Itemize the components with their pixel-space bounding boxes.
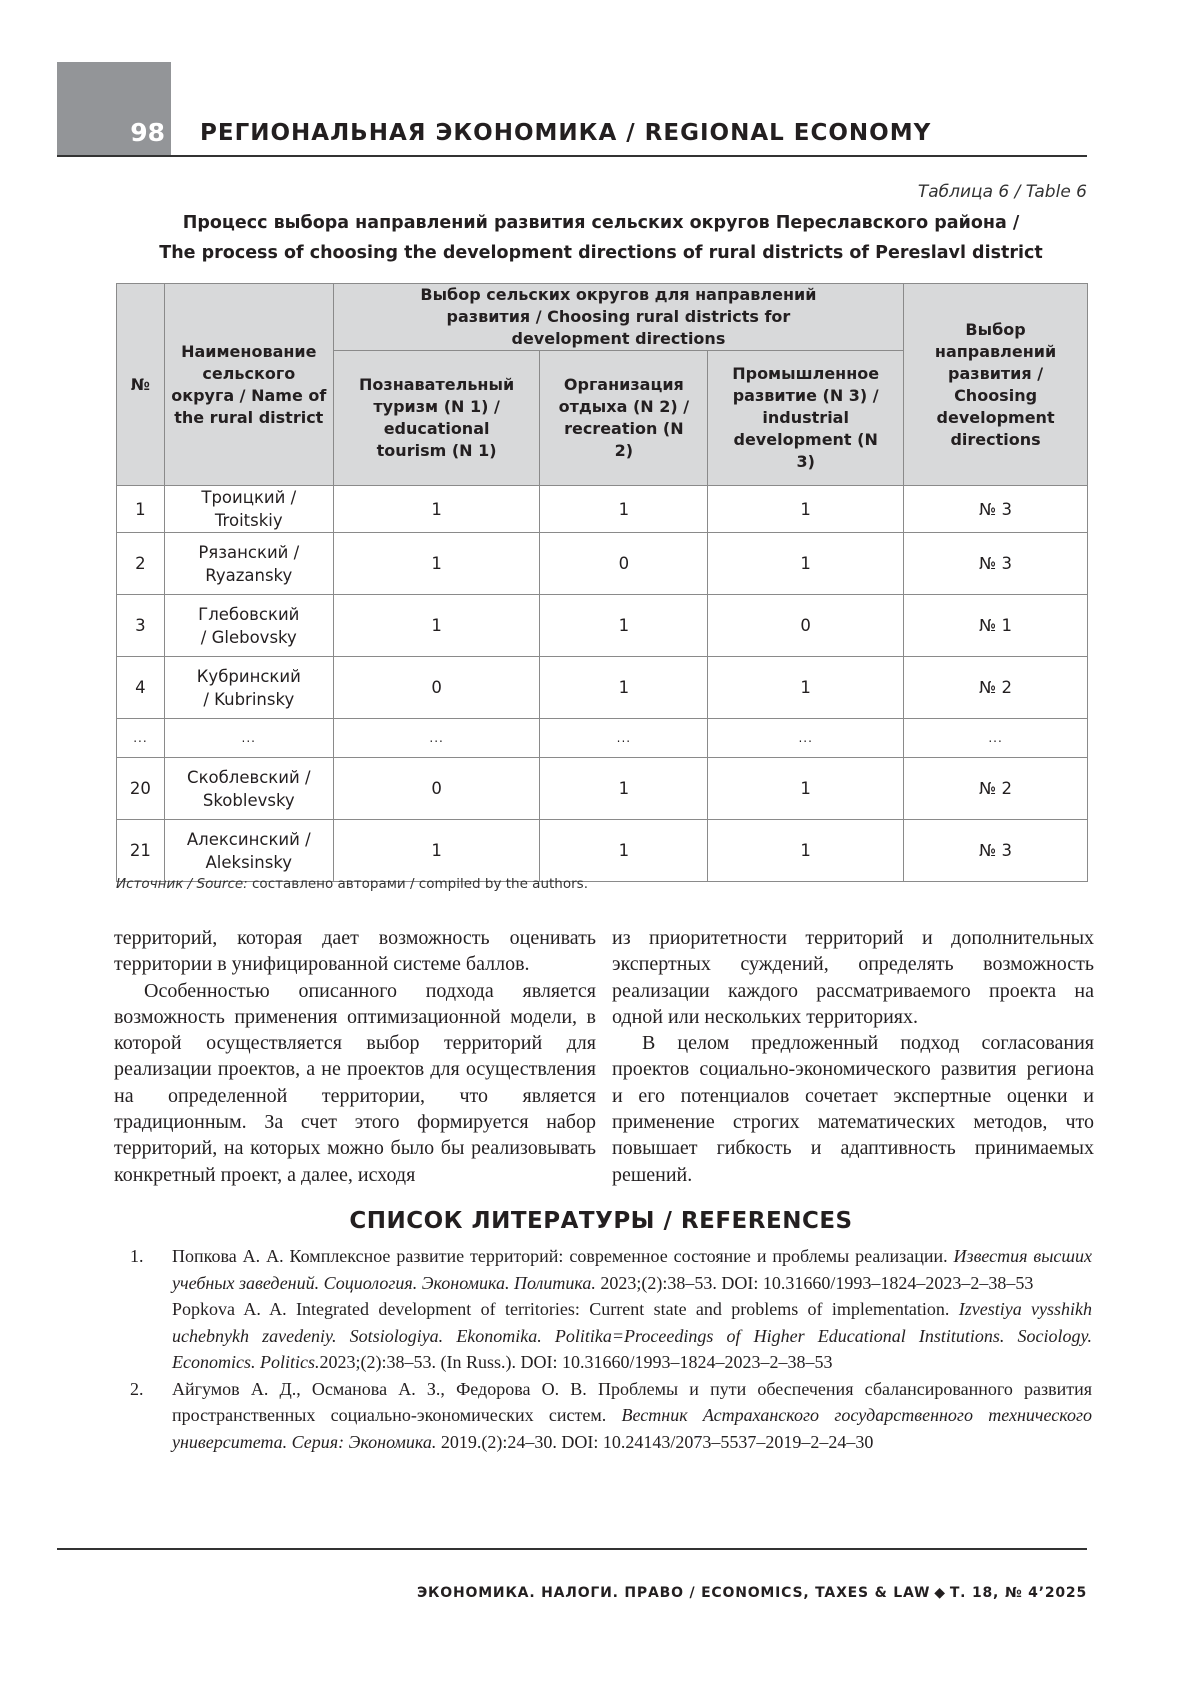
cell-n2: 0: [540, 533, 708, 595]
cell-num: 2: [117, 533, 165, 595]
cell-choice: ...: [904, 719, 1088, 758]
table-row: [117, 533, 1088, 595]
cell-num: ...: [117, 719, 165, 758]
reference-item: [130, 1243, 1092, 1376]
cell-name: Скоблевский / Skoblevsky: [164, 758, 333, 820]
reference-doi: 2023;(2):38–53. (In Russ.). DOI: 10.31660/1993–1824–2023–2–38–53: [319, 1352, 833, 1372]
paragraph: из приоритетности территорий и дополнительных экспертных суждений, определять возможность реализации каждого рассматриваемого проекта на одной или нескольких территориях.: [612, 927, 1094, 1028]
cell-name: ...: [164, 719, 333, 758]
cell-n3: 1: [708, 486, 904, 533]
table-row: [117, 595, 1088, 657]
cell-num: 1: [117, 486, 165, 533]
page-number: 98: [130, 118, 165, 147]
issue-info: Т. 18, № 4’2025: [949, 1585, 1087, 1601]
cell-n2: ...: [540, 719, 708, 758]
header-n2: Организация отдыха (N 2) / recreation (N 2): [540, 351, 708, 486]
cell-num: 4: [117, 657, 165, 719]
table-title: [115, 208, 1087, 268]
cell-choice: № 2: [904, 657, 1088, 719]
header-num: №: [117, 284, 165, 486]
cell-n1: 0: [333, 758, 540, 820]
cell-n1: 0: [333, 657, 540, 719]
reference-ru: [172, 1243, 1092, 1296]
section-title: РЕГИОНАЛЬНАЯ ЭКОНОМИКА / REGIONAL ECONOMY: [200, 120, 932, 146]
cell-num: 21: [117, 820, 165, 882]
cell-n1: 1: [333, 533, 540, 595]
table-row: [117, 820, 1088, 882]
reference-authors-title: Айгумов А. Д., Османова А. З., Федорова О. В. Проблемы и пути обеспечения сбалансированного развития пространственных социально-экономических систем.: [172, 1378, 1092, 1425]
table-title-ru: Процесс выбора направлений развития сельских округов Переславского района /: [182, 213, 1020, 233]
reference-journal: Вестник Астраханского государственного технического университета. Серия: Экономика.: [172, 1405, 1092, 1452]
paragraph: В целом предложенный подход согласования проектов социально-экономического развития региона и его потенциалов сочетает экспертные оценки и применение строгих математических методов, что повышает гибкость и адаптивность принимаемых решений.: [612, 1032, 1094, 1186]
cell-n3: 1: [708, 657, 904, 719]
body-column-right: [612, 925, 1094, 1188]
reference-item: [130, 1376, 1092, 1456]
source-label: Источник / Source:: [116, 876, 248, 892]
header-n3: Промышленное развитие (N 3) / industrial development (N 3): [708, 351, 904, 486]
cell-n3: ...: [708, 719, 904, 758]
reference-journal: Известия высших учебных заведений. Социология. Экономика. Политика.: [172, 1246, 1093, 1293]
table-title-en: The process of choosing the development directions of rural districts of Pereslavl district: [159, 243, 1043, 263]
reference-authors-title: Попкова А. А. Комплексное развитие территорий: современное состояние и проблемы реализации.: [172, 1246, 954, 1266]
reference-en: [172, 1296, 1092, 1376]
reference-doi: 2023;(2):38–53. DOI: 10.31660/1993–1824–2023–2–38–53: [595, 1272, 1034, 1293]
cell-num: 3: [117, 595, 165, 657]
body-column-left: [114, 925, 596, 1188]
table-source-note: [116, 876, 588, 892]
header-n1: Познавательный туризм (N 1) / educational tourism (N 1): [333, 351, 540, 486]
cell-n2: 1: [540, 820, 708, 882]
cell-choice: № 1: [904, 595, 1088, 657]
cell-n2: 1: [540, 758, 708, 820]
header-choice: Выбор направлений развития / Choosing development directions: [904, 284, 1088, 486]
table-row: [117, 758, 1088, 820]
paragraph: территорий, которая дает возможность оценивать территории в унифицированной системе баллов.: [114, 927, 596, 976]
diamond-icon: ◆: [934, 1585, 946, 1601]
table-row: [117, 657, 1088, 719]
reference-journal: Izvestiya vysshikh uchebnykh zavedeniy. Sotsiologiya. Ekonomika. Politika=Proceedings of Higher Educational Institutions. Sociology. Economics. Politics.: [172, 1299, 1093, 1372]
reference-doi: 2019.(2):24–30. DOI: 10.24143/2073–5537–2019–2–24–30: [436, 1431, 874, 1452]
table-label: Таблица 6 / Table 6: [917, 182, 1087, 202]
cell-name: Алексинский / Aleksinsky: [164, 820, 333, 882]
journal-footer: [417, 1585, 1087, 1601]
cell-n3: 0: [708, 595, 904, 657]
header-name: Наименование сельского округа / Name of the rural district: [164, 284, 333, 486]
cell-choice: № 3: [904, 533, 1088, 595]
references-list: [130, 1243, 1092, 1455]
cell-name: Кубринский / Kubrinsky: [164, 657, 333, 719]
cell-choice: № 3: [904, 486, 1088, 533]
cell-num: 20: [117, 758, 165, 820]
cell-name: Троицкий / Troitskiy: [164, 486, 333, 533]
cell-n1: 1: [333, 486, 540, 533]
cell-n1: 1: [333, 820, 540, 882]
reference-ru: [172, 1376, 1092, 1456]
cell-name: Глебовский / Glebovsky: [164, 595, 333, 657]
cell-n3: 1: [708, 533, 904, 595]
references-heading: СПИСОК ЛИТЕРАТУРЫ / REFERENCES: [349, 1208, 853, 1234]
journal-name: ЭКОНОМИКА. НАЛОГИ. ПРАВО / ECONOMICS, TAXES & LAW: [416, 1585, 931, 1601]
cell-n2: 1: [540, 657, 708, 719]
cell-n2: 1: [540, 486, 708, 533]
header-group: Выбор сельских округов для направлений развития / Choosing rural districts for development directions: [333, 284, 903, 351]
cell-n1: ...: [333, 719, 540, 758]
districts-table: [116, 283, 1088, 882]
paragraph: Особенностью описанного подхода является возможность применения оптимизационной модели, в которой осуществляется выбор территорий для реализации проектов, а не проектов для осуществления на определенной территории, что является традиционным. За счет этого формируется набор территорий, на которых можно было бы реализовывать конкретный проект, а далее, исходя: [114, 979, 596, 1186]
cell-choice: № 2: [904, 758, 1088, 820]
reference-authors-title: Popkova A. A. Integrated development of territories: Current state and problems of implementation.: [172, 1299, 959, 1319]
cell-n1: 1: [333, 595, 540, 657]
cell-n3: 1: [708, 820, 904, 882]
cell-choice: № 3: [904, 820, 1088, 882]
header-divider: [57, 155, 1087, 157]
cell-n3: 1: [708, 758, 904, 820]
reference-number: 2.: [130, 1378, 144, 1399]
table-row: [117, 486, 1088, 533]
reference-number: 1.: [130, 1246, 144, 1266]
source-text: составлено авторами / compiled by the authors.: [247, 876, 588, 892]
cell-n2: 1: [540, 595, 708, 657]
table-row-ellipsis: [117, 719, 1088, 758]
footer-divider: [57, 1548, 1087, 1550]
cell-name: Рязанский / Ryazansky: [164, 533, 333, 595]
